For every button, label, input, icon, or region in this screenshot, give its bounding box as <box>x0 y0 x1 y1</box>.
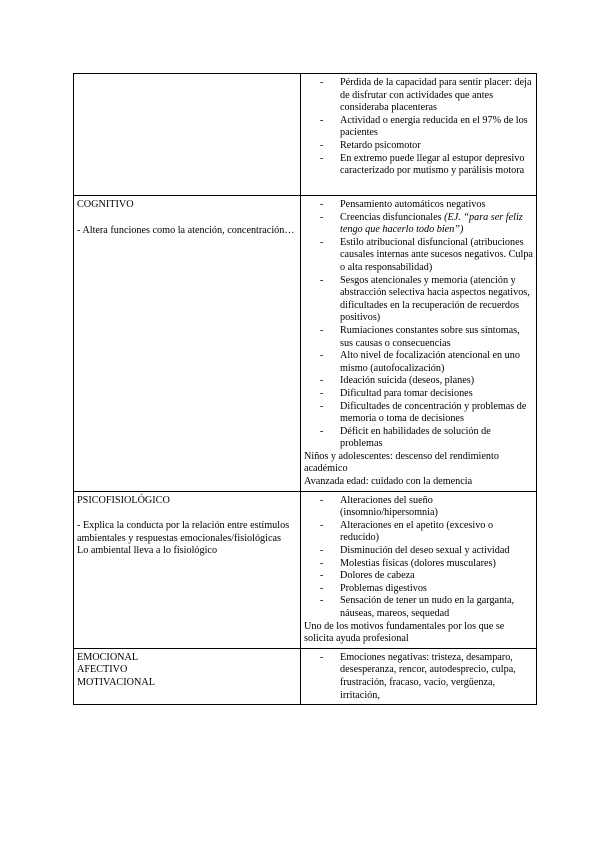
item-example: (EJ. “para ser feliz tengo que hacerlo todo bien”) <box>340 211 523 236</box>
table-row <box>74 648 537 704</box>
list-item: - Estilo atribucional disfuncional (atribuciones causales internas ante sucesos negativos. Culpa o alta responsabilidad) <box>304 237 533 275</box>
list-item: - Rumiaciones constantes sobre sus síntomas, sus causas o consecuencias <box>304 325 533 350</box>
category-cell <box>74 648 301 704</box>
category-heading: COGNITIVO <box>77 199 134 210</box>
list-item: - Ideación suicida (deseos, planes) <box>304 375 533 388</box>
category-description: Lo ambiental lleva a lo fisiológico <box>77 545 218 557</box>
symptoms-cell <box>301 196 537 492</box>
list-item: - Actividad o energía reducida en el 97% de los pacientes <box>304 115 533 140</box>
list-item: - Emociones negativas: tristeza, desamparo, desesperanza, rencor, autodesprecio, culpa, frustración, fracaso, vacío, vergüenza, irritación, <box>304 652 533 702</box>
list-item: - Alteraciones del sueño (insomnio/hipersomnia) <box>304 495 533 520</box>
table-row <box>74 491 537 648</box>
category-heading: MOTIVACIONAL <box>77 676 155 688</box>
list-item <box>304 212 533 237</box>
category-cell <box>74 74 301 196</box>
list-item: - Déficit en habilidades de solución de problemas <box>304 426 533 451</box>
list-item: - Dificultad para tomar decisiones <box>304 388 533 401</box>
list-item: - Alto nivel de focalización atencional en uno mismo (autofocalización) <box>304 350 533 375</box>
list-item: - Dificultades de concentración y problemas de memoria o toma de decisiones <box>304 401 533 426</box>
cell-note: Avanzada edad: cuidado con la demencia <box>304 476 473 488</box>
category-heading: PSICOFISIOLÓGICO <box>77 494 170 506</box>
list-item: - Dolores de cabeza <box>304 570 533 583</box>
category-description: - Explica la conducta por la relación entre estímulos ambientales y respuestas emocionales/fisiológicas <box>77 520 290 544</box>
item-text: Creencias disfuncionales <box>340 211 442 223</box>
symptoms-cell <box>301 491 537 648</box>
list-item: - Pérdida de la capacidad para sentir placer: deja de disfrutar con actividades que antes consideraba placenteras <box>304 77 533 115</box>
symptoms-table <box>73 73 537 705</box>
list-item: - Sesgos atencionales y memoria (atención y abstracción selectiva hacia aspectos negativos, dificultades en la recuperación de recuerdos positivos) <box>304 275 533 325</box>
symptoms-cell <box>301 648 537 704</box>
cell-note: Uno de los motivos fundamentales por los que se solicita ayuda profesional <box>304 620 505 645</box>
category-cell <box>74 196 301 492</box>
table-row <box>74 74 537 196</box>
symptom-list <box>304 77 533 178</box>
list-item: - Alteraciones en el apetito (excesivo o reducido) <box>304 520 533 545</box>
list-item: - Disminución del deseo sexual y actividad <box>304 545 533 558</box>
list-item: - Problemas digestivos <box>304 583 533 596</box>
list-item: - Sensación de tener un nudo en la garganta, náuseas, mareos, sequedad <box>304 595 533 620</box>
list-item: - Pensamiento automáticos negativos <box>304 199 533 212</box>
list-item: - En extremo puede llegar al estupor depresivo caracterizado por mutismo y parálisis motora <box>304 153 533 178</box>
symptoms-cell <box>301 74 537 196</box>
category-heading: EMOCIONAL <box>77 651 139 663</box>
category-heading: AFECTIVO <box>77 664 128 676</box>
symptom-list <box>304 199 533 451</box>
list-item: - Molestias físicas (dolores musculares) <box>304 558 533 571</box>
symptom-list <box>304 652 533 702</box>
symptom-list <box>304 495 533 621</box>
cell-note: Niños y adolescentes: descenso del rendimiento académico <box>304 450 499 475</box>
category-description: - Altera funciones como la atención, concentración… <box>77 224 295 236</box>
category-cell <box>74 491 301 648</box>
table-row <box>74 196 537 492</box>
list-item: - Retardo psicomotor <box>304 140 533 153</box>
